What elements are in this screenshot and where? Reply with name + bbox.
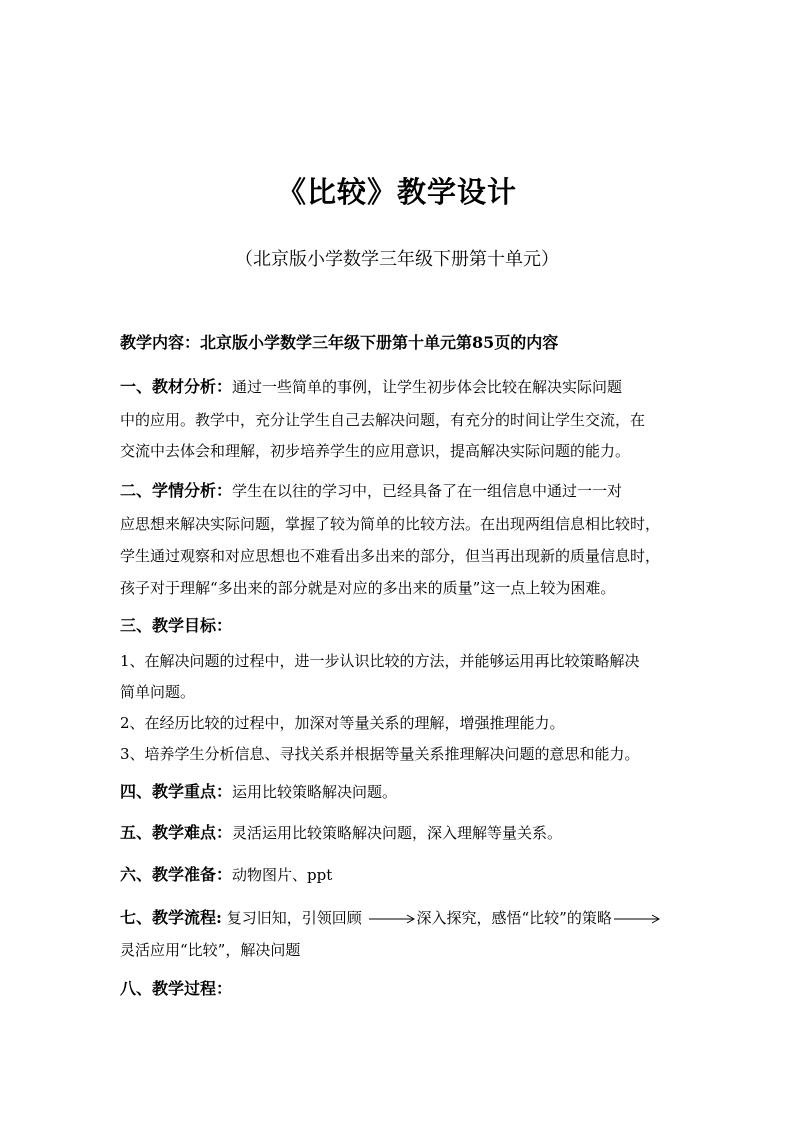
- section-key-points: [120, 779, 720, 802]
- section-heading: 一、教材分析：: [120, 377, 233, 396]
- paragraph-line: 通过一些简单的事例，让学生初步体会比较在解决实际问题: [232, 378, 623, 396]
- flow-step: 复习旧知，引领回顾: [226, 909, 362, 927]
- section-preparation: [120, 862, 720, 885]
- objective-line: 1、在解决问题的过程中，进一步认识比较的方法，并能够运用再比较策略解决: [120, 652, 640, 670]
- section-heading-process: 八、教学过程：: [120, 979, 233, 998]
- objective-line: 3、培养学生分析信息、寻找关系并根据等量关系推理解决问题的意思和能力。: [120, 745, 640, 763]
- section-text: 动物图片、ppt: [232, 866, 333, 884]
- section-heading: 二、学情分析：: [120, 481, 233, 500]
- section-heading-objectives: 三、教学目标：: [120, 616, 233, 635]
- section-student-analysis: [120, 478, 720, 501]
- document-title: 《比较》教学设计: [276, 175, 517, 209]
- paragraph-line: 交流中去体会和理解，初步培养学生的应用意识，提高解决实际问题的能力。: [120, 442, 631, 460]
- right-arrow-icon: [614, 914, 660, 924]
- section-material-analysis: [120, 374, 720, 397]
- section-heading: 五、教学难点：: [120, 823, 233, 842]
- flow-step: 灵活应用“比较”，解决问题: [120, 941, 301, 959]
- paragraph-line: 学生在以往的学习中，已经具备了在一组信息中通过一一对: [232, 482, 623, 500]
- objective-line: 简单问题。: [120, 683, 196, 701]
- section-heading: 四、教学重点：: [120, 782, 233, 801]
- section-heading: 六、教学准备：: [120, 865, 233, 884]
- section-difficulties: [120, 820, 720, 843]
- paragraph-line: 中的应用。教学中，充分让学生自己去解决问题，有充分的时间让学生交流，在: [120, 411, 646, 429]
- paragraph-line: 应思想来解决实际问题，掌握了较为简单的比较方法。在出现两组信息相比较时，: [120, 515, 661, 533]
- section-flow: [120, 905, 730, 928]
- paragraph-line: 学生通过观察和对应思想也不难看出多出来的部分，但当再出现新的质量信息时，: [120, 547, 661, 565]
- teaching-content: 教学内容：北京版小学数学三年级下册第十单元第85页的内容: [120, 333, 559, 352]
- paragraph-line: 孩子对于理解“多出来的部分就是对应的多出来的质量”这一点上较为困难。: [120, 579, 616, 597]
- flow-step: 深入探究，感悟“比较”的策略: [416, 909, 612, 927]
- objective-line: 2、在经历比较的过程中，加深对等量关系的理解，增强推理能力。: [120, 714, 565, 732]
- section-text: 运用比较策略解决问题。: [232, 783, 398, 801]
- section-heading: 七、教学流程:: [120, 908, 222, 927]
- section-text: 灵活运用比较策略解决问题，深入理解等量关系。: [232, 824, 563, 842]
- right-arrow-icon: [369, 914, 415, 924]
- document-subtitle: （北京版小学数学三年级下册第十单元）: [235, 249, 559, 270]
